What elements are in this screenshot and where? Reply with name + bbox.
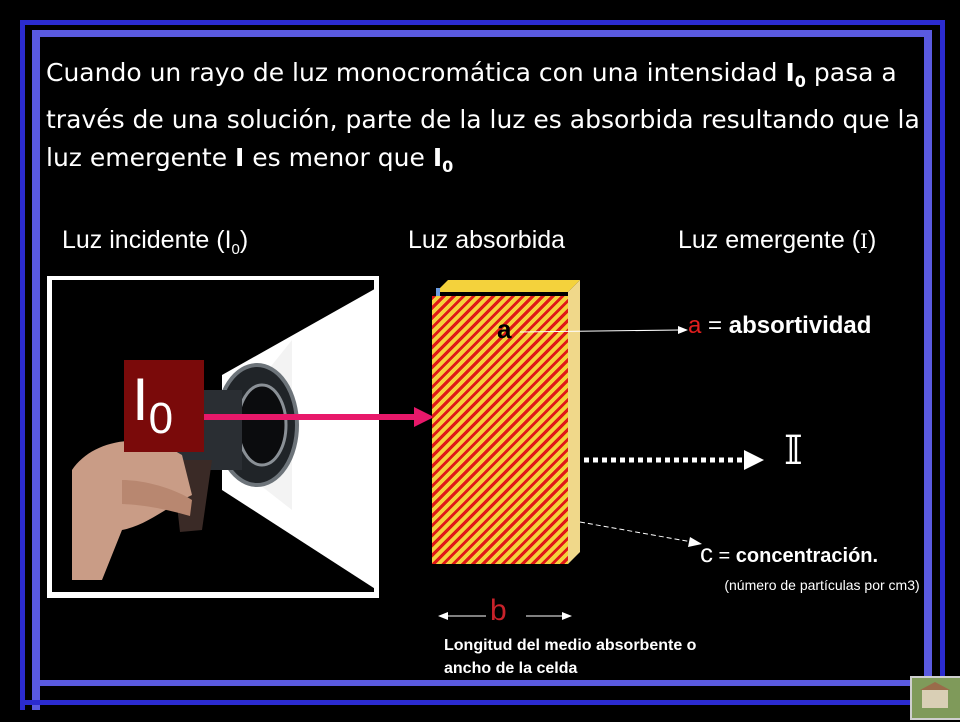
incident-beam-arrow [200, 405, 440, 429]
lamp-photo [52, 280, 374, 592]
intro-text-3: es menor que [244, 143, 433, 172]
frame-bottom-line [20, 700, 940, 705]
frame-right-line [940, 20, 945, 710]
frame-bottom-line-inner [40, 680, 920, 686]
concentration-definition: c = concentración. [700, 538, 879, 568]
intro-paragraph [46, 54, 926, 186]
absorptivity-definition: a = absortividad [688, 312, 872, 339]
intro-i: I [235, 143, 245, 172]
spotlight-lamp-icon [52, 280, 374, 592]
frame-left-line-inner [32, 30, 40, 710]
i0-label: $I_0$ [132, 366, 174, 443]
header-absorbed-light: Luz absorbida [408, 226, 566, 254]
intro-i0: $I_0$ [785, 58, 806, 91]
frame-top-line-inner [32, 30, 932, 37]
width-b-label: b [490, 594, 507, 627]
emergent-i-symbol: 𝕀 [784, 428, 803, 474]
logo-icon [910, 676, 960, 720]
frame-left-line [20, 20, 25, 710]
frame-top-line [20, 20, 940, 25]
header-incident-light: Luz incidente $(I_0)$ [62, 226, 249, 258]
concentration-note: (número de partículas por cm3) [724, 577, 920, 593]
intro-i0b: $I_0$ [432, 143, 454, 176]
absorptivity-pointer [518, 322, 690, 342]
intro-text-1: Cuando un rayo de luz monocromática con una intensidad [46, 58, 786, 87]
intro-text-2: pasa a través de una solución, parte de la luz es absorbida resultando que la luz emergente [46, 58, 920, 172]
cell-a-label: a [497, 314, 512, 344]
emergent-beam-arrow [582, 446, 778, 472]
header-emergent-light: Luz emergente (I) [678, 226, 877, 254]
concentration-pointer [578, 518, 708, 550]
width-description: Longitud del medio absorbente o ancho de la celda [444, 637, 697, 677]
